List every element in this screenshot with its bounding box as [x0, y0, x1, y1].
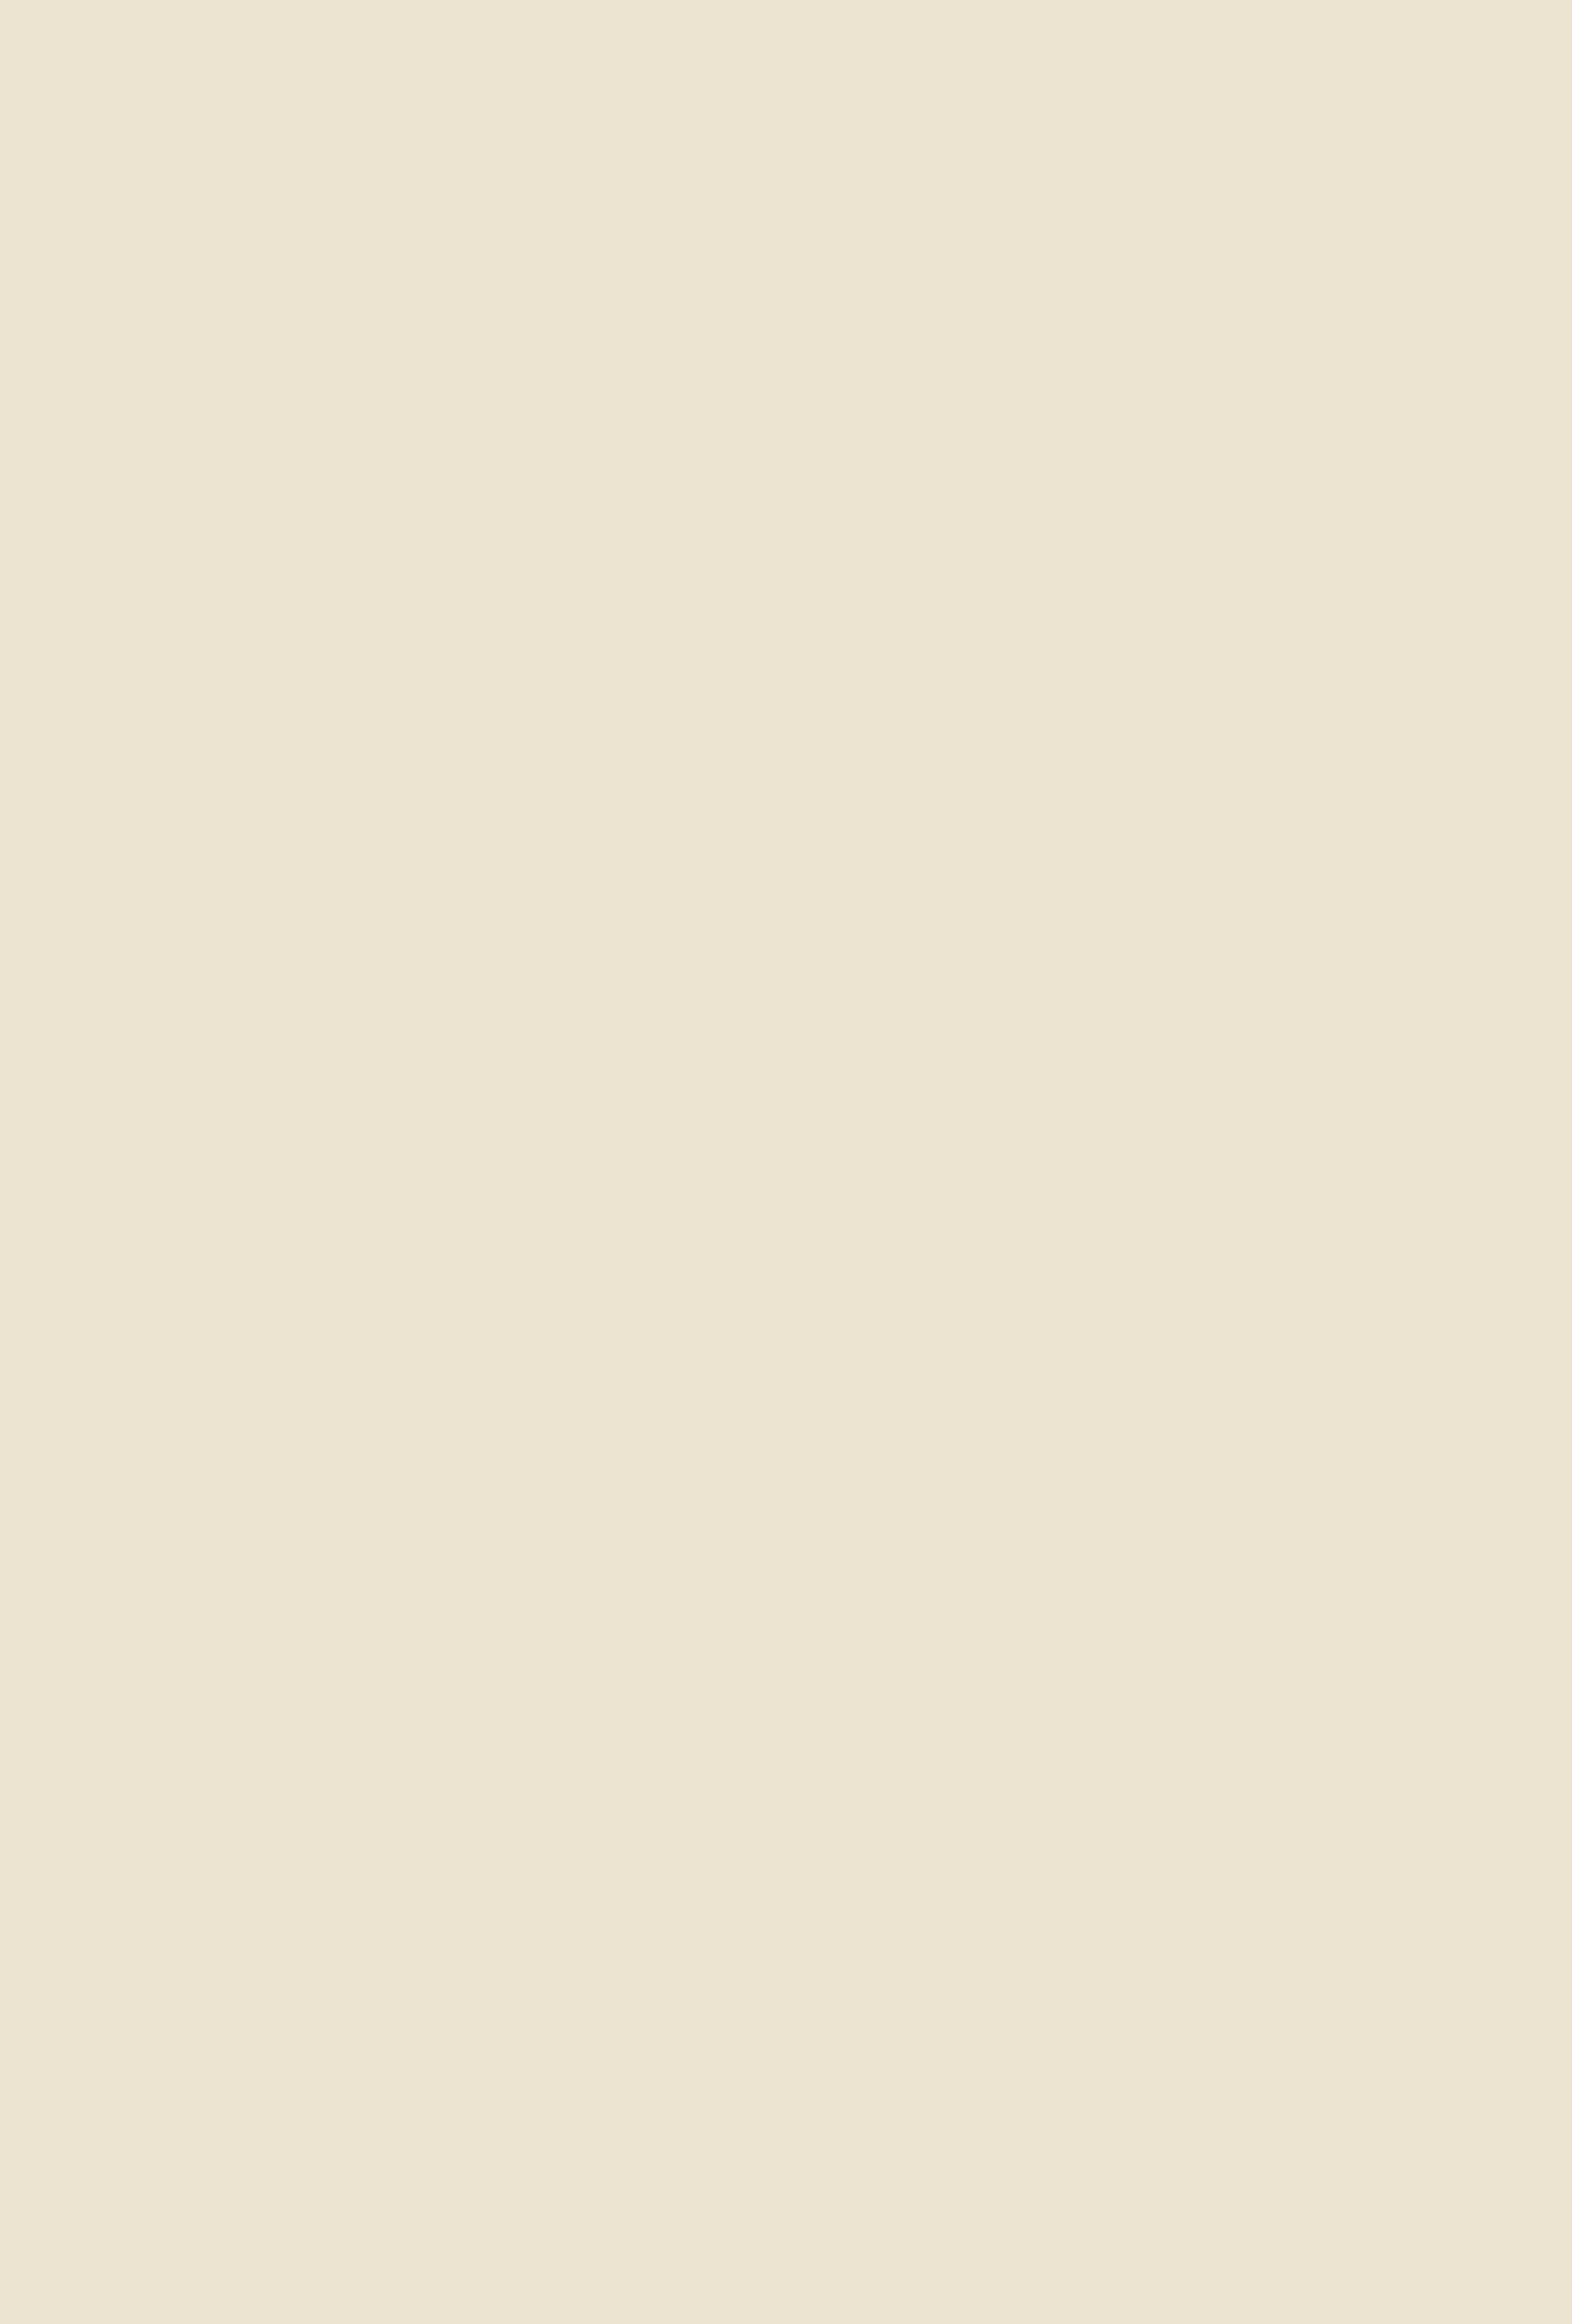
masthead — [0, 0, 1572, 261]
